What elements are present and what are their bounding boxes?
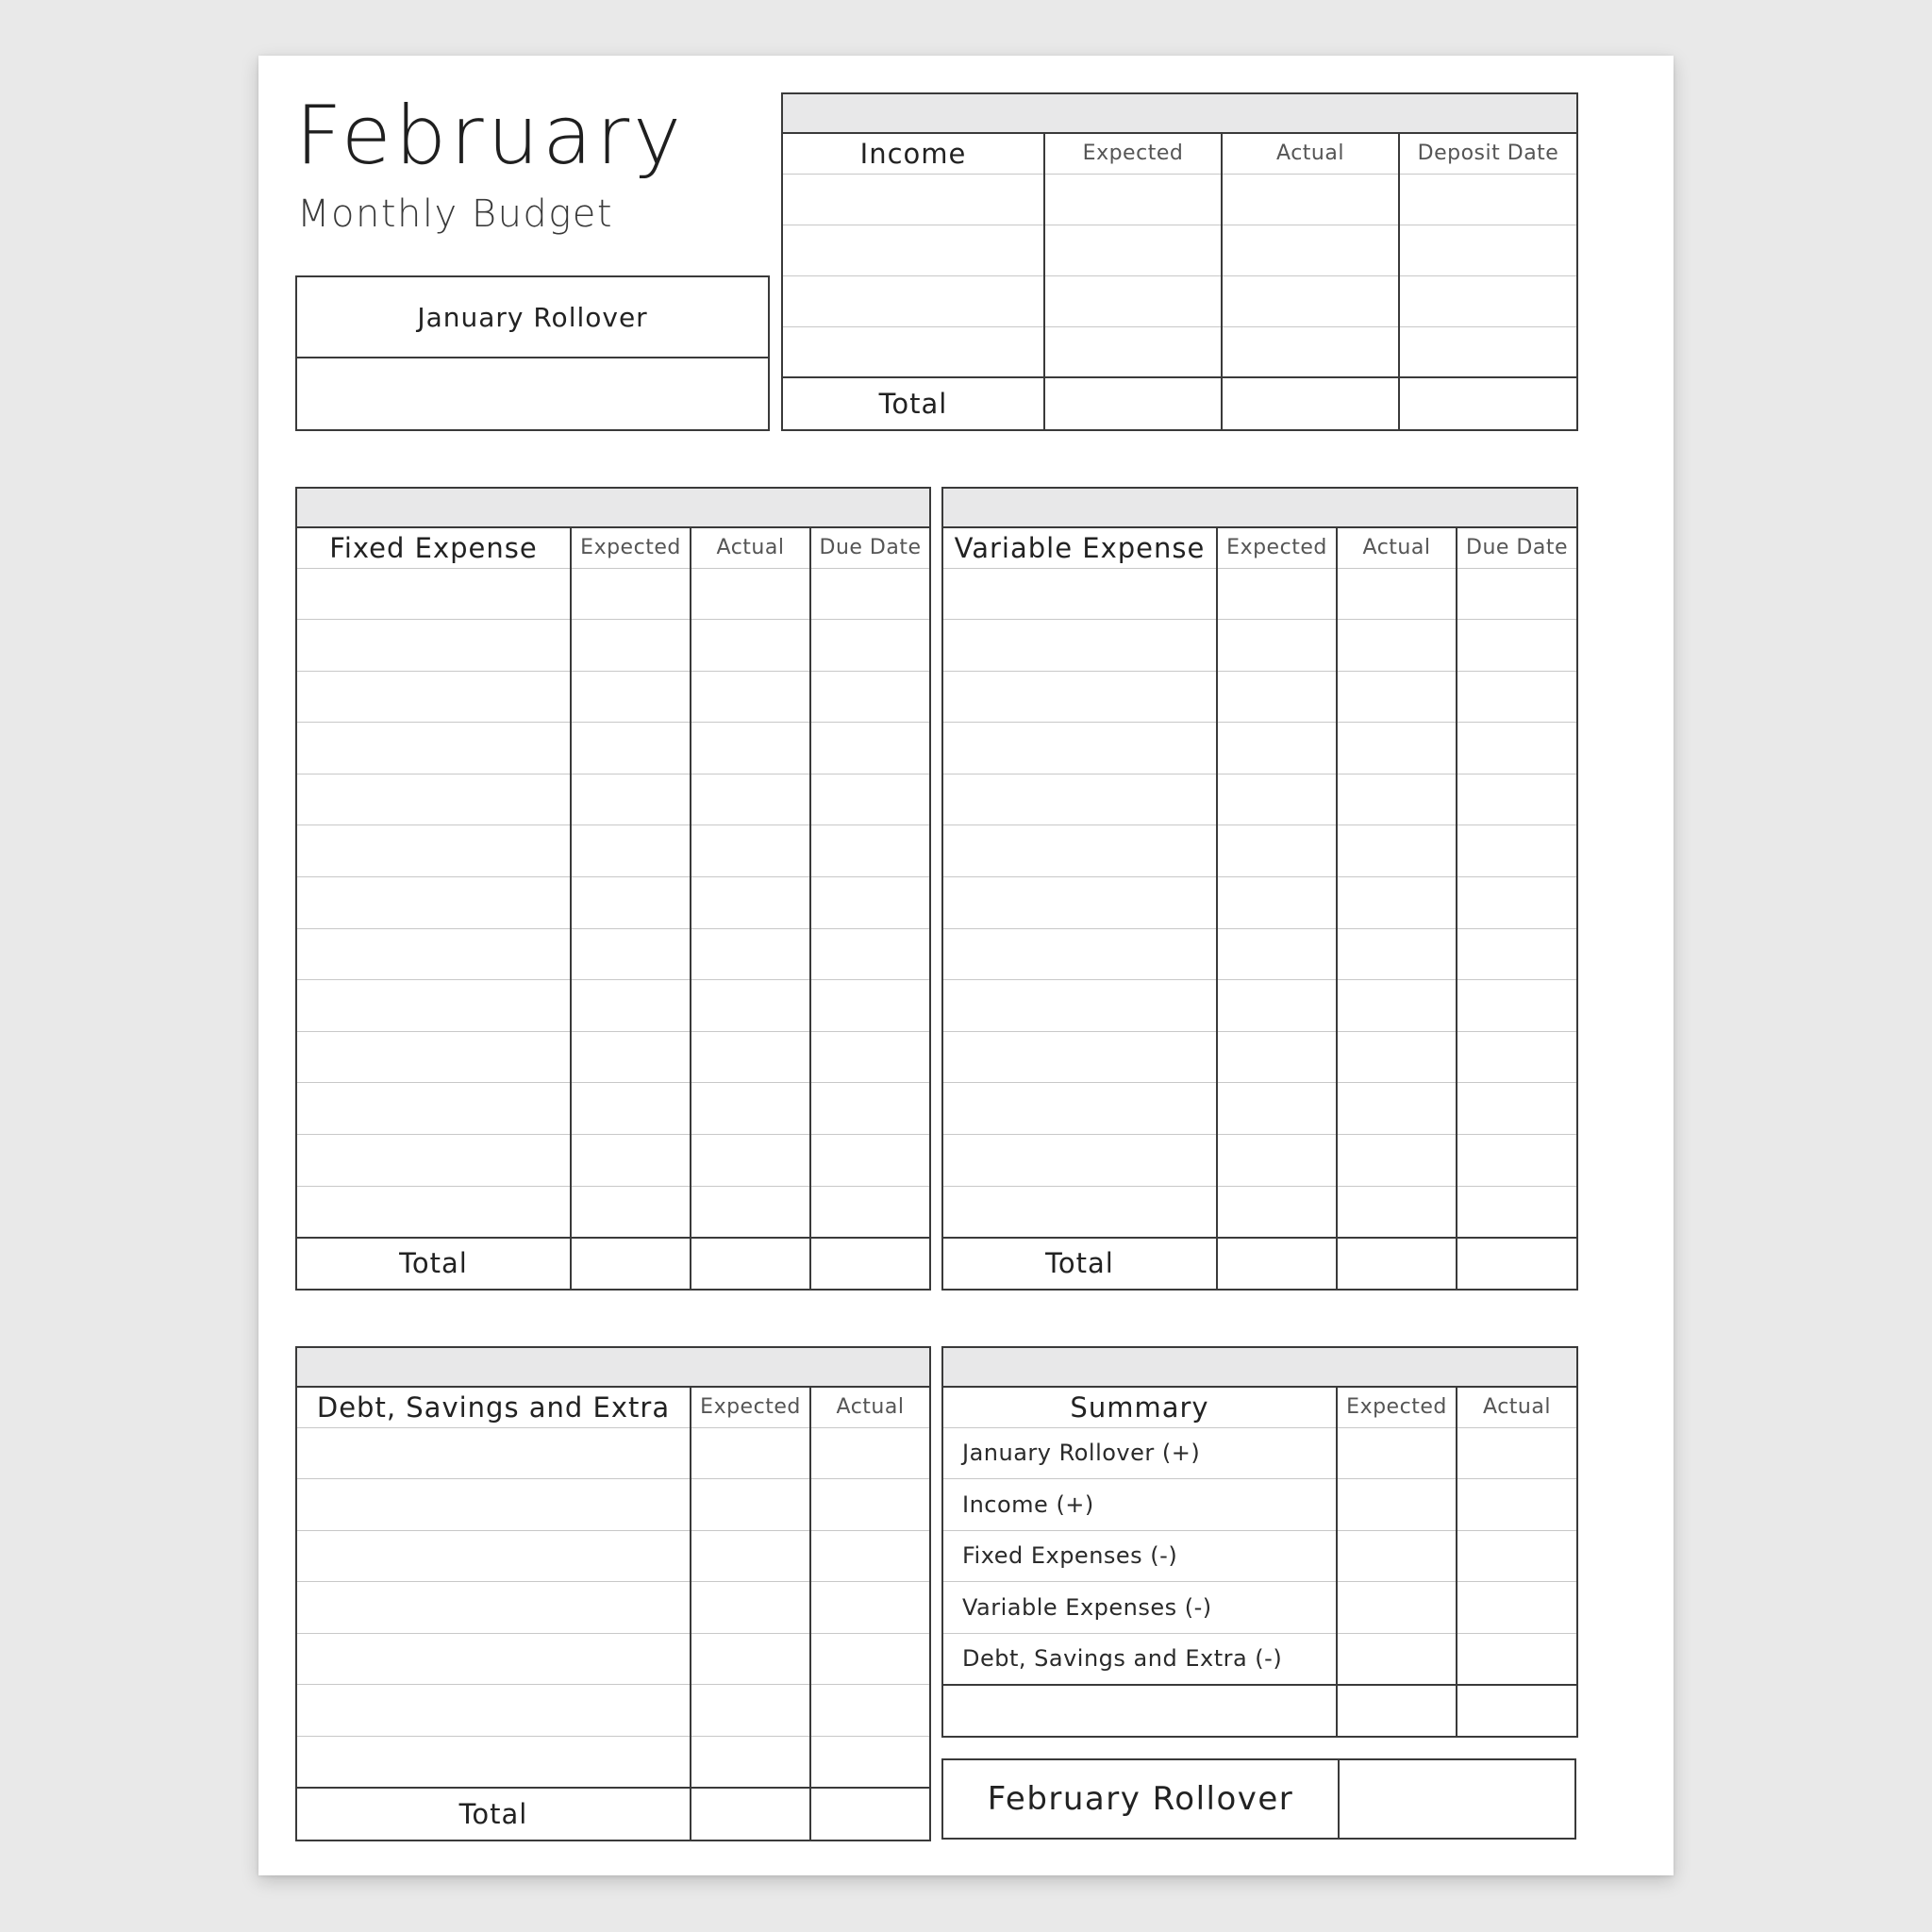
variable-total-label: Total [942, 1238, 1217, 1290]
fixed-expense-row-cell[interactable] [571, 877, 691, 929]
variable-expense-row-cell[interactable] [942, 928, 1217, 980]
fixed-expense-row-cell[interactable] [296, 877, 571, 929]
february-rollover-box [941, 1758, 1576, 1840]
debt-col-expected: Expected [691, 1387, 810, 1427]
variable-expense-row-cell[interactable] [1217, 568, 1337, 620]
variable-expense-row-cell[interactable] [1217, 671, 1337, 723]
fixed-expense-row-cell[interactable] [810, 620, 930, 672]
income-total-label: Total [782, 377, 1044, 430]
debt-savings-row [296, 1582, 930, 1634]
variable-expense-row-cell[interactable] [942, 1135, 1217, 1187]
debt-savings-row-cell[interactable] [296, 1685, 691, 1737]
variable-expense-row-cell[interactable] [1457, 671, 1577, 723]
fixed-expense-row-cell[interactable] [296, 928, 571, 980]
fixed-total-due[interactable] [810, 1238, 930, 1290]
fixed-expense-row [296, 877, 930, 929]
income-date-cell[interactable] [1399, 275, 1577, 326]
debt-savings-row [296, 1530, 930, 1582]
fixed-expense-row [296, 825, 930, 877]
summary-row-label: January Rollover (+) [942, 1427, 1337, 1479]
fixed-expense-row-cell[interactable] [571, 723, 691, 774]
summary-row [942, 1530, 1577, 1582]
summary-expected-cell[interactable] [1337, 1427, 1457, 1479]
income-total-actual[interactable] [1222, 377, 1399, 430]
debt-savings-row-cell[interactable] [810, 1479, 930, 1531]
income-source-cell[interactable] [782, 326, 1044, 377]
variable-col-expected: Expected [1217, 527, 1337, 568]
debt-savings-row-cell[interactable] [810, 1427, 930, 1479]
debt-savings-row [296, 1633, 930, 1685]
income-expected-cell[interactable] [1044, 275, 1222, 326]
variable-expense-row-cell[interactable] [1457, 1031, 1577, 1083]
summary-row-label: Income (+) [942, 1479, 1337, 1531]
fixed-expense-row-cell[interactable] [810, 1083, 930, 1135]
summary-result-actual[interactable] [1457, 1685, 1577, 1737]
fixed-expense-row-cell[interactable] [810, 1031, 930, 1083]
variable-expense-row [942, 825, 1577, 877]
variable-expense-row-cell[interactable] [1217, 620, 1337, 672]
summary-actual-cell[interactable] [1457, 1530, 1577, 1582]
summary-row-label: Variable Expenses (-) [942, 1582, 1337, 1634]
fixed-expense-row-cell[interactable] [296, 1083, 571, 1135]
summary-row-label: Debt, Savings and Extra (-) [942, 1633, 1337, 1685]
fixed-expense-row [296, 774, 930, 825]
income-source-cell[interactable] [782, 275, 1044, 326]
fixed-expense-table [295, 487, 931, 1291]
variable-expense-row [942, 1083, 1577, 1135]
variable-expense-row-cell[interactable] [1337, 825, 1457, 877]
variable-expense-row-cell[interactable] [1337, 1083, 1457, 1135]
fixed-expense-row-cell[interactable] [571, 671, 691, 723]
income-actual-cell[interactable] [1222, 326, 1399, 377]
income-actual-cell[interactable] [1222, 225, 1399, 275]
fixed-expense-row-cell[interactable] [296, 671, 571, 723]
page-title: February [295, 89, 686, 183]
january-rollover-label: January Rollover [297, 277, 768, 358]
variable-expense-row [942, 620, 1577, 672]
fixed-expense-row-cell[interactable] [296, 1186, 571, 1238]
variable-col-due-date: Due Date [1457, 527, 1577, 568]
income-col-expected: Expected [1044, 133, 1222, 174]
debt-savings-row-cell[interactable] [296, 1427, 691, 1479]
summary-header-band [942, 1347, 1577, 1387]
fixed-expense-row [296, 620, 930, 672]
fixed-expense-row-cell[interactable] [571, 568, 691, 620]
fixed-expense-row-cell[interactable] [691, 1186, 810, 1238]
fixed-expense-row [296, 1186, 930, 1238]
variable-expense-row-cell[interactable] [942, 671, 1217, 723]
variable-expense-row-cell[interactable] [1337, 1135, 1457, 1187]
income-date-cell[interactable] [1399, 225, 1577, 275]
summary-row [942, 1479, 1577, 1531]
debt-col-name: Debt, Savings and Extra [296, 1387, 691, 1427]
fixed-total-label: Total [296, 1238, 571, 1290]
summary-col-expected: Expected [1337, 1387, 1457, 1427]
budget-page [258, 56, 1674, 1875]
income-date-cell[interactable] [1399, 326, 1577, 377]
fixed-expense-row-cell[interactable] [571, 1186, 691, 1238]
debt-savings-row-cell[interactable] [810, 1737, 930, 1789]
income-actual-cell[interactable] [1222, 275, 1399, 326]
variable-expense-row [942, 671, 1577, 723]
income-col-deposit-date: Deposit Date [1399, 133, 1577, 174]
fixed-expense-row-cell[interactable] [810, 1186, 930, 1238]
income-row [782, 275, 1577, 326]
variable-expense-row-cell[interactable] [1217, 1135, 1337, 1187]
fixed-expense-row-cell[interactable] [571, 980, 691, 1032]
variable-expense-row [942, 1186, 1577, 1238]
february-rollover-label: February Rollover [943, 1760, 1340, 1838]
fixed-expense-row-cell[interactable] [810, 980, 930, 1032]
variable-expense-row [942, 568, 1577, 620]
debt-savings-row-cell[interactable] [296, 1479, 691, 1531]
variable-expense-row-cell[interactable] [942, 1083, 1217, 1135]
fixed-expense-row-cell[interactable] [296, 774, 571, 825]
fixed-col-expected: Expected [571, 527, 691, 568]
fixed-expense-row-cell[interactable] [296, 1135, 571, 1187]
variable-expense-row-cell[interactable] [942, 774, 1217, 825]
fixed-expense-row-cell[interactable] [691, 568, 810, 620]
summary-col-name: Summary [942, 1387, 1337, 1427]
variable-expense-row-cell[interactable] [1337, 620, 1457, 672]
fixed-expense-row-cell[interactable] [691, 980, 810, 1032]
fixed-expense-row-cell[interactable] [296, 620, 571, 672]
summary-expected-cell[interactable] [1337, 1530, 1457, 1582]
variable-expense-row-cell[interactable] [1457, 774, 1577, 825]
debt-savings-row [296, 1427, 930, 1479]
debt-savings-row-cell[interactable] [296, 1737, 691, 1789]
fixed-expense-row-cell[interactable] [691, 1083, 810, 1135]
variable-expense-row [942, 723, 1577, 774]
summary-row [942, 1633, 1577, 1685]
fixed-expense-row-cell[interactable] [691, 1135, 810, 1187]
fixed-col-due-date: Due Date [810, 527, 930, 568]
variable-expense-row-cell[interactable] [1457, 825, 1577, 877]
variable-expense-row-cell[interactable] [1217, 774, 1337, 825]
fixed-expense-row-cell[interactable] [810, 928, 930, 980]
debt-total-label: Total [296, 1788, 691, 1840]
variable-expense-row-cell[interactable] [1457, 1186, 1577, 1238]
fixed-total-actual[interactable] [691, 1238, 810, 1290]
fixed-col-actual: Actual [691, 527, 810, 568]
fixed-expense-row-cell[interactable] [691, 928, 810, 980]
summary-expected-cell[interactable] [1337, 1479, 1457, 1531]
fixed-col-name: Fixed Expense [296, 527, 571, 568]
fixed-expense-row-cell[interactable] [691, 877, 810, 929]
income-date-cell[interactable] [1399, 174, 1577, 225]
income-header-band [782, 93, 1577, 133]
variable-expense-row-cell[interactable] [1217, 928, 1337, 980]
summary-actual-cell[interactable] [1457, 1427, 1577, 1479]
debt-savings-row [296, 1737, 930, 1789]
income-col-actual: Actual [1222, 133, 1399, 174]
variable-expense-row-cell[interactable] [1457, 723, 1577, 774]
february-rollover-field[interactable] [1340, 1760, 1574, 1838]
fixed-expense-row-cell[interactable] [296, 980, 571, 1032]
debt-savings-row [296, 1685, 930, 1737]
variable-expense-row-cell[interactable] [942, 723, 1217, 774]
fixed-expense-row-cell[interactable] [571, 825, 691, 877]
fixed-expense-row-cell[interactable] [810, 774, 930, 825]
fixed-expense-row-cell[interactable] [691, 1031, 810, 1083]
january-rollover-field[interactable] [297, 358, 768, 432]
summary-table [941, 1346, 1578, 1738]
variable-expense-row [942, 1031, 1577, 1083]
variable-expense-row-cell[interactable] [1457, 1135, 1577, 1187]
variable-total-actual[interactable] [1337, 1238, 1457, 1290]
variable-expense-header-band [942, 488, 1577, 527]
variable-expense-row-cell[interactable] [1217, 723, 1337, 774]
fixed-expense-row-cell[interactable] [810, 1135, 930, 1187]
summary-actual-cell[interactable] [1457, 1633, 1577, 1685]
variable-expense-row-cell[interactable] [1337, 671, 1457, 723]
variable-expense-row [942, 980, 1577, 1032]
fixed-expense-row [296, 671, 930, 723]
variable-expense-row-cell[interactable] [942, 825, 1217, 877]
summary-actual-cell[interactable] [1457, 1479, 1577, 1531]
variable-expense-row-cell[interactable] [1337, 723, 1457, 774]
debt-savings-row-cell[interactable] [810, 1530, 930, 1582]
income-total-date[interactable] [1399, 377, 1577, 430]
fixed-expense-row [296, 568, 930, 620]
debt-savings-row-cell[interactable] [810, 1685, 930, 1737]
variable-expense-row-cell[interactable] [1217, 1031, 1337, 1083]
income-source-cell[interactable] [782, 225, 1044, 275]
january-rollover-box [295, 275, 770, 431]
debt-savings-row [296, 1479, 930, 1531]
summary-result-expected[interactable] [1337, 1685, 1457, 1737]
variable-total-due[interactable] [1457, 1238, 1577, 1290]
fixed-expense-row-cell[interactable] [810, 568, 930, 620]
variable-expense-row [942, 877, 1577, 929]
fixed-expense-row-cell[interactable] [691, 723, 810, 774]
summary-expected-cell[interactable] [1337, 1582, 1457, 1634]
income-row [782, 326, 1577, 377]
income-row [782, 225, 1577, 275]
variable-expense-row [942, 928, 1577, 980]
debt-savings-row-cell[interactable] [691, 1737, 810, 1789]
debt-savings-row-cell[interactable] [810, 1633, 930, 1685]
fixed-expense-row-cell[interactable] [571, 1135, 691, 1187]
fixed-total-expected[interactable] [571, 1238, 691, 1290]
fixed-expense-row-cell[interactable] [571, 620, 691, 672]
variable-expense-row-cell[interactable] [942, 1031, 1217, 1083]
variable-expense-row-cell[interactable] [1337, 928, 1457, 980]
debt-total-actual[interactable] [810, 1788, 930, 1840]
debt-col-actual: Actual [810, 1387, 930, 1427]
variable-expense-row-cell[interactable] [1337, 568, 1457, 620]
income-total-expected[interactable] [1044, 377, 1222, 430]
variable-expense-row-cell[interactable] [942, 568, 1217, 620]
variable-expense-row-cell[interactable] [1337, 877, 1457, 929]
variable-expense-row-cell[interactable] [942, 877, 1217, 929]
debt-savings-row-cell[interactable] [296, 1633, 691, 1685]
variable-expense-row-cell[interactable] [1217, 1186, 1337, 1238]
debt-savings-row-cell[interactable] [810, 1582, 930, 1634]
variable-expense-row-cell[interactable] [942, 980, 1217, 1032]
variable-expense-row [942, 1135, 1577, 1187]
income-expected-cell[interactable] [1044, 326, 1222, 377]
variable-expense-row-cell[interactable] [1457, 568, 1577, 620]
fixed-expense-row-cell[interactable] [296, 1031, 571, 1083]
variable-expense-row-cell[interactable] [1217, 877, 1337, 929]
fixed-expense-row [296, 928, 930, 980]
debt-savings-table [295, 1346, 931, 1841]
variable-expense-row-cell[interactable] [1337, 1031, 1457, 1083]
fixed-expense-row [296, 1135, 930, 1187]
variable-col-name: Variable Expense [942, 527, 1217, 568]
fixed-expense-row-cell[interactable] [296, 723, 571, 774]
debt-savings-header-band [296, 1347, 930, 1387]
debt-total-expected[interactable] [691, 1788, 810, 1840]
fixed-expense-row-cell[interactable] [691, 774, 810, 825]
fixed-expense-row [296, 723, 930, 774]
variable-expense-row-cell[interactable] [1457, 980, 1577, 1032]
variable-expense-row-cell[interactable] [1217, 825, 1337, 877]
income-table [781, 92, 1578, 431]
fixed-expense-row [296, 980, 930, 1032]
fixed-expense-row-cell[interactable] [691, 671, 810, 723]
debt-savings-row-cell[interactable] [691, 1685, 810, 1737]
fixed-expense-row [296, 1083, 930, 1135]
debt-savings-row-cell[interactable] [296, 1582, 691, 1634]
income-actual-cell[interactable] [1222, 174, 1399, 225]
fixed-expense-row-cell[interactable] [296, 825, 571, 877]
fixed-expense-row-cell[interactable] [810, 723, 930, 774]
variable-total-expected[interactable] [1217, 1238, 1337, 1290]
income-col-name: Income [782, 133, 1044, 174]
fixed-expense-row-cell[interactable] [571, 928, 691, 980]
income-expected-cell[interactable] [1044, 225, 1222, 275]
debt-savings-row-cell[interactable] [691, 1633, 810, 1685]
fixed-expense-row-cell[interactable] [296, 568, 571, 620]
fixed-expense-row-cell[interactable] [691, 825, 810, 877]
variable-expense-row-cell[interactable] [1337, 1186, 1457, 1238]
fixed-expense-row [296, 1031, 930, 1083]
variable-expense-row-cell[interactable] [942, 620, 1217, 672]
summary-expected-cell[interactable] [1337, 1633, 1457, 1685]
variable-expense-row-cell[interactable] [1457, 877, 1577, 929]
variable-expense-row-cell[interactable] [1217, 1083, 1337, 1135]
fixed-expense-row-cell[interactable] [571, 1083, 691, 1135]
summary-result-cell[interactable] [942, 1685, 1337, 1737]
fixed-expense-row-cell[interactable] [810, 877, 930, 929]
fixed-expense-row-cell[interactable] [810, 825, 930, 877]
variable-expense-row-cell[interactable] [1457, 620, 1577, 672]
variable-expense-row-cell[interactable] [1457, 928, 1577, 980]
variable-expense-row-cell[interactable] [1217, 980, 1337, 1032]
debt-savings-row-cell[interactable] [691, 1582, 810, 1634]
variable-expense-row [942, 774, 1577, 825]
fixed-expense-header-band [296, 488, 930, 527]
fixed-expense-row-cell[interactable] [810, 671, 930, 723]
variable-expense-row-cell[interactable] [1337, 774, 1457, 825]
debt-savings-row-cell[interactable] [296, 1530, 691, 1582]
summary-col-actual: Actual [1457, 1387, 1577, 1427]
summary-row-label: Fixed Expenses (-) [942, 1530, 1337, 1582]
summary-row [942, 1582, 1577, 1634]
fixed-expense-row-cell[interactable] [691, 620, 810, 672]
summary-row [942, 1427, 1577, 1479]
variable-col-actual: Actual [1337, 527, 1457, 568]
fixed-expense-row-cell[interactable] [571, 1031, 691, 1083]
debt-savings-row-cell[interactable] [691, 1479, 810, 1531]
income-row [782, 174, 1577, 225]
summary-actual-cell[interactable] [1457, 1582, 1577, 1634]
page-subtitle: Monthly Budget [297, 192, 614, 236]
debt-savings-row-cell[interactable] [691, 1427, 810, 1479]
income-expected-cell[interactable] [1044, 174, 1222, 225]
fixed-expense-row-cell[interactable] [571, 774, 691, 825]
variable-expense-row-cell[interactable] [1457, 1083, 1577, 1135]
variable-expense-row-cell[interactable] [1337, 980, 1457, 1032]
variable-expense-table [941, 487, 1578, 1291]
variable-expense-row-cell[interactable] [942, 1186, 1217, 1238]
income-source-cell[interactable] [782, 174, 1044, 225]
debt-savings-row-cell[interactable] [691, 1530, 810, 1582]
